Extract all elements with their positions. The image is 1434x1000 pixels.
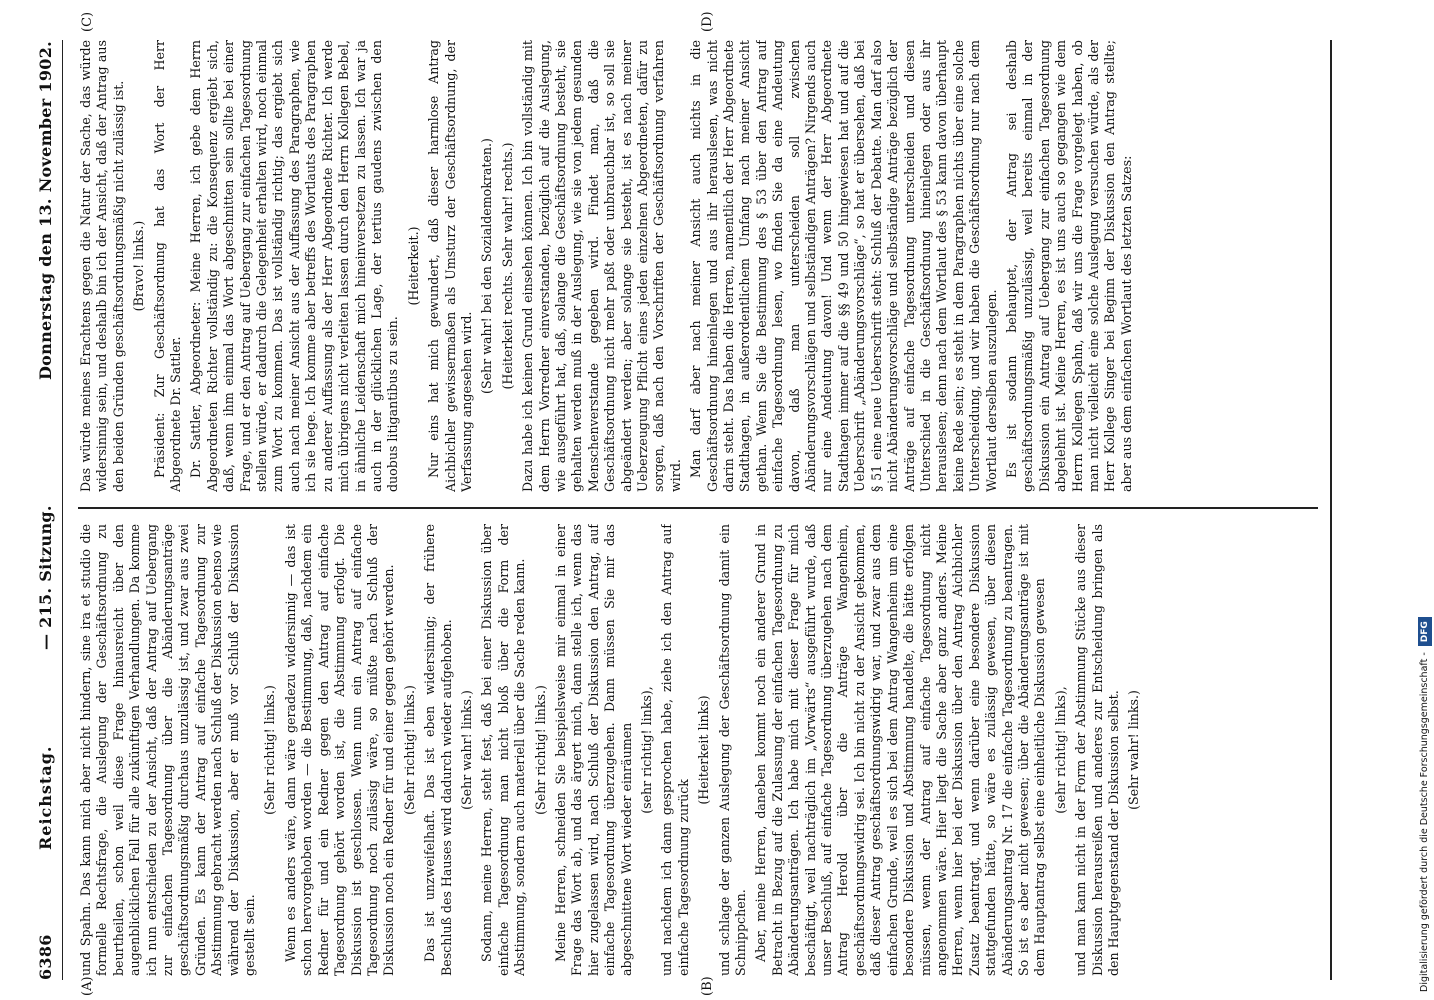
margin-marker-d: (D): [700, 11, 715, 32]
interjection: (Heiterkeit.): [405, 226, 421, 306]
digitization-credit: [1418, 8, 1432, 992]
paragraph: Meine Herren, schneiden Sie beispielsweise mir einmal in einer Frage das Wort ab, und das ärgert mich, dann stelle ich, wenn das hier zugelassen wird, nach Schluß der Diskussion den Antrag, auf einfache Tagesordnung überzugehen. Dann müssen Sie mir das abgeschnittene Wort wieder einräumen: [552, 524, 634, 976]
paragraph: Man darf aber nach meiner Ansicht auch nichts in die Geschäftsordnung hineinlegen und aus ihr herauslesen, was nicht darin steht. Das haben die Herren, namentlich der Herr Abgeordnete Stadthagen, in außerordentlichem Umfang nach meiner Ansicht gethan. Wenn Sie die Bestimmung des § 53 über den Antrag auf einfache Tagesordnung lesen, wo finden Sie da eine Andeutung davon, daß man unterscheiden soll zwischen Abänderungsvorschlägen und selbständigen Anträgen? Nirgends auch nur eine Andeutung davon! Und wenn der Herr Abgeordnete Stadthagen immer auf die §§ 49 und 50 hingewiesen hat und auf die Ueberschrift „Abänderungsvorschläge“, so hat er übersehen, daß bei § 51 eine neue Ueberschrift steht: Schluß der Debatte. Man darf also nicht Abänderungsvorschläge und selbständige Anträge bezüglich der Anträge auf einfache Tagesordnung unterscheiden und diesen Unterschied in die Geschäftsordnung hineinlegen oder aus ihr herauslesen; denn nach dem Wortlaut des § 53 kann davon überhaupt keine Rede sein; es steht in dem Paragraphen nichts über eine solche Unterscheidung, und wir haben die Geschäftsordnung nur nach dem Wortlaut derselben auszulegen.: [688, 40, 999, 492]
speaker-paragraph: Präsident: Zur Geschäftsordnung hat das Wort der Herr Abgeordnete Dr. Sattler.: [151, 40, 184, 492]
interjection: (Sehr richtig! links.): [262, 685, 278, 815]
paragraph: und nachdem ich dann gesprochen habe, ziehe ich den Antrag auf einfache Tagesordnung zurück: [659, 524, 691, 976]
paragraph: Nur eins hat mich gewundert, daß dieser harmlose Antrag Aichbichler gewissermaßen als Umsturz der Geschäftsordnung, der Verfassung angesehen wird.: [426, 40, 474, 492]
paragraph: Dazu habe ich keinen Grund einsehen können. Ich bin vollständig mit dem Herrn Vorredner einverstanden, bezüglich auf die Auslegung, wie ausgeführt hat, daß, solange die Geschäftsordnung besteht, sie gehalten werden muß in der Auslegung, wie sie von jedem gesunden Menschenverstande gegeben wird. Findet man, daß die Geschäftsordnung nicht mehr paßt oder unbrauchbar ist, so soll sie abgeändert werden; aber solange sie besteht, ist es nach meiner Ueberzeugung Pflicht eines jeden einzelnen Abgeordneten, dafür zu sorgen, daß nach den Vorschriften der Geschäftsordnung verfahren wird.: [520, 40, 683, 492]
interjection: (Heiterkeit rechts. Sehr wahr! rechts.): [499, 142, 515, 390]
interjection: (Sehr wahr! links.): [458, 690, 474, 810]
bottom-rule: [1330, 40, 1332, 980]
paragraph: Das ist unzweifelhaft. Das ist eben widersinnig; der frühere Beschluß des Hauses wird dadurch wieder aufgehoben.: [422, 524, 454, 976]
speaker-paragraph: Dr. Sattler, Abgeordneter: Meine Herren, ich gebe dem Herrn Abgeordneten Richter vollständig zu: die Konsequenz ergiebt sich, daß, wenn ihm einmal das Wort abgeschnitten sein sollte bei einer Frage, und er den Antrag auf Uebergang zur einfachen Tagesordnung stellen würde, er dadurch die Gelegenheit erhalten wird, noch einmal zum Wort zu kommen. Das ist vollständig richtig; das ergiebt sich auch nach meiner Ansicht aus der Auffassung des Paragraphen, wie ich sie hege. Ich komme aber betreffs des Wortlauts des Paragraphen zu anderer Auffassung als der Herr Abgeordnete Richter. Ich werde mich übrigens nicht verleiten lassen durch den Herrn Kollegen Bebel, in ähnliche Leidenschaft mich hineinversetzen zu lassen. Ich war ja auch in der glücklichen Lage, der tertius gaudens zwischen den duobus litigantibus zu sein.: [188, 40, 401, 492]
paragraph: und schlage der ganzen Auslegung der Geschäftsordnung damit ein Schnippchen.: [716, 524, 749, 976]
interjection: (sehr richtig! links),: [1052, 686, 1068, 814]
margin-marker-a: (A): [80, 976, 95, 996]
column-rule: [78, 507, 1318, 509]
interjection: (Sehr wahr! links.): [1126, 690, 1142, 810]
page-number: 6386: [36, 934, 55, 980]
dfg-logo: DFG: [1418, 617, 1432, 646]
paragraph: Es ist sodann behauptet, der Antrag sei deshalb geschäftsordnungsmäßig unzulässig, weil bereits einmal in der Diskussion ein Antrag auf Uebergang zur einfachen Tagesordnung abgelehnt ist. Meine Herren, es ist uns auch so gegangen wie dem Herrn Kollegen Spahn, daß wir uns die Frage vorgelegt haben, ob man nicht vielleicht eine solche Auslegung versuchen würde, als der Herr Kollege Singer bei Beginn der Diskussion den Antrag stellte; aber aus dem einfachen Wortlaut des letzten Satzes:: [1003, 40, 1134, 492]
session-date: Donnerstag den 13. November 1902.: [36, 41, 55, 380]
header-rule: [62, 40, 63, 980]
interjection: (Sehr richtig! links.): [532, 685, 548, 815]
paragraph: Aber, meine Herren, daneben kommt noch ein anderer Grund in Betracht in Bezug auf die Zulassung der einfachen Tagesordnung zu Abänderungsanträgen. Ich habe mich mit dieser Frage für mich beschäftigt, weil nachträglich im „Vorwärts“ ausgeführt wurde, daß unser Beschluß, auf einfache Tagesordnung überzugehen nach dem Antrag Herold über die Anträge Wangenheim, geschäftsordnungswidrig sei. Ich bin nicht zu der Ansicht gekommen, daß dieser Antrag geschäftsordnungswidrig war, und zwar aus dem einfachen Grunde, weil es sich bei dem Antrag Wangenheim um eine besondere Diskussion und Abstimmung handelte, die hätte erfolgen müssen, wenn der Antrag auf einfache Tagesordnung nicht angenommen wäre. Hier liegt die Sache aber ganz anders. Meine Herren, wenn hier bei der Diskussion über den Antrag Aichbichler Zusatz beantragt, und wenn darüber eine besondere Diskussion stattgefunden hätte, so wäre es zulässig gewesen, über diesen Abänderungsantrag Nr. 17 die einfache Tagesordnung zu beantragen. So ist es aber nicht gewesen; über die Abänderungsanträge ist mit dem Hauptantrag selbst eine einheitliche Diskussion gewesen: [753, 524, 1048, 976]
session-number: — 215. Sitzung.: [36, 505, 55, 650]
interjection: (Sehr richtig! links.): [401, 685, 417, 815]
margin-marker-c: (C): [80, 11, 95, 32]
page-header: [28, 40, 64, 980]
paragraph: Sodann, meine Herren, steht fest, daß bei einer Diskussion über einfache Tagesordnung man nicht bloß über die Form der Abstimmung, sondern auch materiell über die Sache reden kann.: [479, 524, 528, 976]
right-column: [78, 40, 1318, 492]
interjection: (Sehr wahr! bei den Sozialdemokraten.): [479, 138, 495, 394]
interjection: (Bravo! links.): [131, 220, 147, 312]
margin-marker-b: (B): [700, 976, 715, 996]
credit-text: Digitalisierung gefördert durch die Deutsche Forschungsgemeinschaft -: [1419, 652, 1430, 992]
paragraph: Wenn es anders wäre, dann wäre geradezu widersinnig — das ist schon hervorgehoben worden — die Bestimmung, daß, nachdem ein Redner für und ein Redner gegen den Antrag auf einfache Tagesordnung gehört worden ist, die Abstimmung erfolgt. Die Diskussion ist geschlossen. Wenn nun ein Antrag auf einfache Tagesordnung noch zulässig wäre, so müßte nach Schluß der Diskussion noch ein Redner für und einer gegen gehört werden.: [282, 524, 397, 976]
left-column: [78, 524, 1318, 976]
interjection: (Heiterkeit links): [696, 695, 712, 805]
paragraph: Das würde meines Erachtens gegen die Natur der Sache, das würde widersinnig sein, und deshalb bin ich der Ansicht, daß der Antrag aus den beiden Gründen geschäftsordnungsmäßig nicht zulässig ist.: [78, 40, 126, 492]
publication-title: Reichstag.: [36, 745, 55, 850]
paragraph: und man kann nicht in der Form der Abstimmung Stücke aus dieser Diskussion herausreißen und anderes zur Entscheidung bringen als den Hauptgegenstand der Diskussion selbst.: [1073, 524, 1121, 976]
paragraph: und Spahn. Das kann mich aber nicht hindern, sine ira et studio die formelle Rechtsfrage, die Auslegung der Geschäftsordnung zu beurtheilen, schon weil diese Frage hinausreicht über den augenblicklichen Fall für alle zukünftigen Verhandlungen. Da komme ich nun entschieden zu der Ansicht, daß der Antrag auf Uebergang zur einfachen Tagesordnung über die Abänderungsanträge geschäftsordnungsmäßig durchaus unzulässig ist, und zwar aus zwei Gründen. Es kann der Antrag auf einfache Tagesordnung zur Abstimmung gebracht werden nach Schluß der Diskussion ebenso wie während der Diskussion, aber er muß vor Schluß der Diskussion gestellt sein.: [78, 524, 258, 976]
interjection: (sehr richtig! links),: [639, 686, 654, 814]
